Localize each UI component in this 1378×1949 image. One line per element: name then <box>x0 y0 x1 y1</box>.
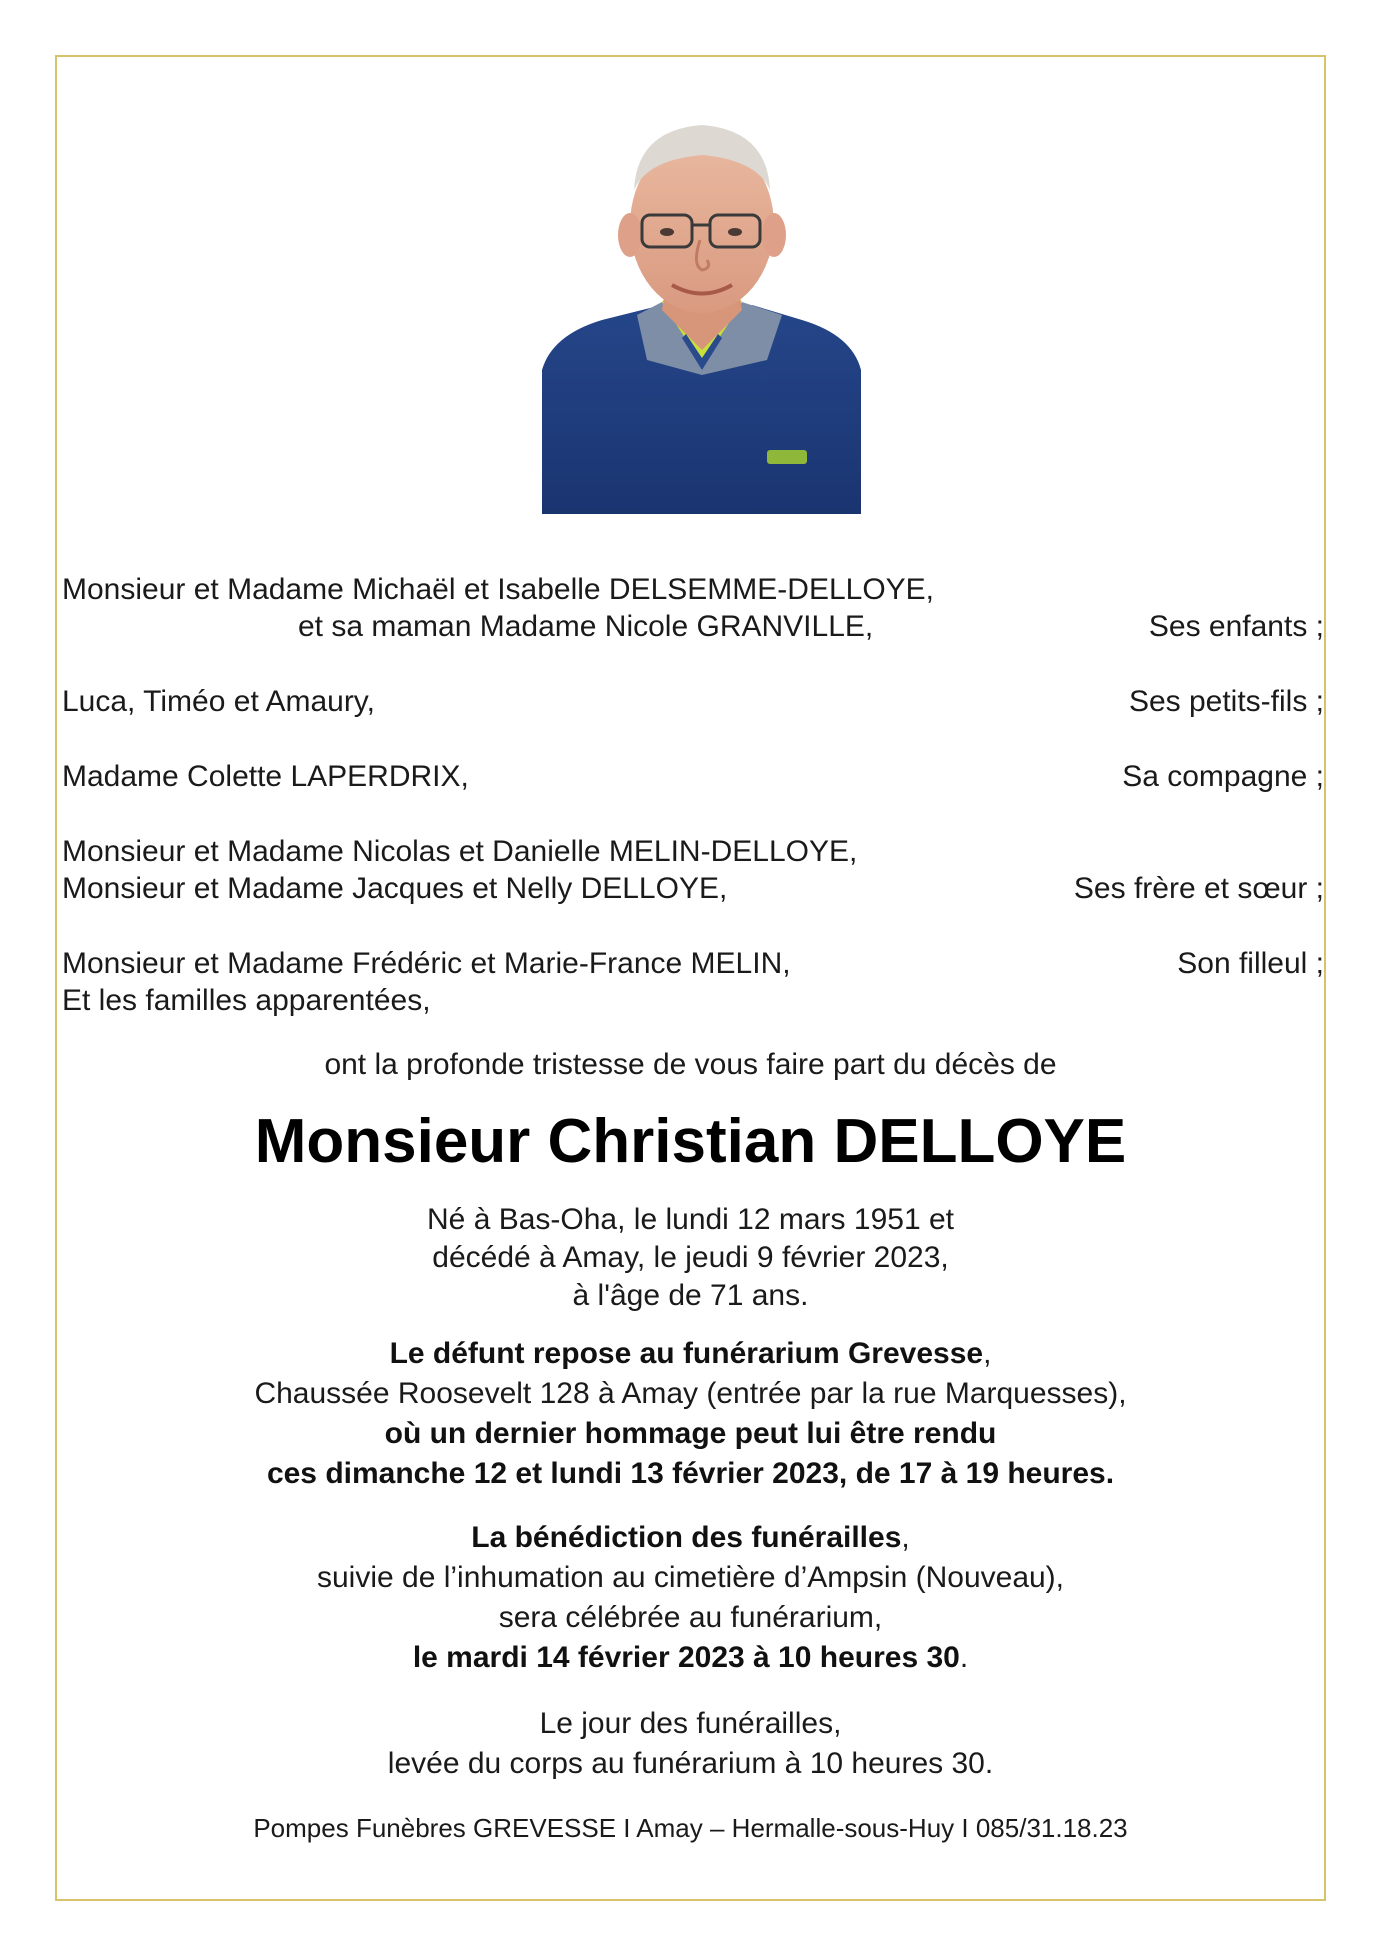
visitation-address: Chaussée Roosevelt 128 à Amay (entrée par la rue Marquesses), <box>254 1377 1127 1410</box>
comma: , <box>901 1521 910 1554</box>
death-line: décédé à Amay, le jeudi 9 février 2023, <box>432 1241 949 1274</box>
funeral-home-footer: Pompes Funèbres GREVESSE I Amay – Hermalle-sous-Huy I 085/31.18.23 <box>253 1813 1128 1843</box>
family-line: Monsieur et Madame Jacques et Nelly DELLOYE, <box>62 872 728 905</box>
visitation-hours: ces dimanche 12 et lundi 13 février 2023, de 17 à 19 heures. <box>266 1457 1115 1490</box>
period: . <box>959 1641 969 1674</box>
relation-label: Ses frère et sœur ; <box>1073 872 1324 905</box>
family-block-godson <box>62 945 1324 1019</box>
family-line: Monsieur et Madame Nicolas et Danielle MELIN-DELLOYE, <box>62 835 858 868</box>
visitation-block <box>55 1334 1326 1494</box>
relation-label: Ses petits-fils ; <box>1128 685 1324 718</box>
visitation-place: Le défunt repose au funérarium Grevesse <box>389 1337 984 1370</box>
relation-label: Sa compagne ; <box>1122 760 1324 793</box>
family-block-grandsons <box>62 683 1324 720</box>
birth-line: Né à Bas-Oha, le lundi 12 mars 1951 et <box>427 1203 954 1236</box>
ceremony-burial: suivie de l’inhumation au cimetière d’Ampsin (Nouveau), <box>316 1561 1065 1594</box>
departure-line: levée du corps au funérarium à 10 heures 30. <box>387 1747 994 1780</box>
family-line: Monsieur et Madame Michaël et Isabelle DELSEMME-DELLOYE, <box>62 573 935 606</box>
family-line: Luca, Timéo et Amaury, <box>62 685 375 718</box>
family-block-companion <box>62 758 1324 795</box>
family-line: et sa maman Madame Nicole GRANVILLE, <box>298 610 874 643</box>
ceremony-datetime: le mardi 14 février 2023 à 10 heures 30 <box>412 1641 960 1674</box>
age-line: à l'âge de 71 ans. <box>572 1279 809 1312</box>
comma: , <box>983 1337 992 1370</box>
ceremony-title: La bénédiction des funérailles <box>471 1521 902 1554</box>
visitation-tribute: où un dernier hommage peut lui être rendu <box>384 1417 997 1450</box>
family-block-children <box>62 571 1324 645</box>
dates-block <box>55 1201 1326 1315</box>
family-line: Et les familles apparentées, <box>62 984 431 1017</box>
announcement-text: ont la profonde tristesse de vous faire part du décès de <box>324 1048 1057 1081</box>
ceremony-block <box>55 1518 1326 1678</box>
relation-label: Ses enfants ; <box>1148 610 1324 643</box>
portrait-photo <box>542 120 861 514</box>
ceremony-place: sera célébrée au funérarium, <box>498 1601 883 1634</box>
departure-line: Le jour des funérailles, <box>539 1707 842 1740</box>
family-line: Madame Colette LAPERDRIX, <box>62 760 469 793</box>
family-block-siblings <box>62 833 1324 907</box>
family-line: Monsieur et Madame Frédéric et Marie-France MELIN, <box>62 947 791 980</box>
deceased-name: Monsieur Christian DELLOYE <box>254 1107 1127 1176</box>
relation-label: Son filleul ; <box>1177 947 1324 980</box>
departure-block <box>55 1704 1326 1784</box>
